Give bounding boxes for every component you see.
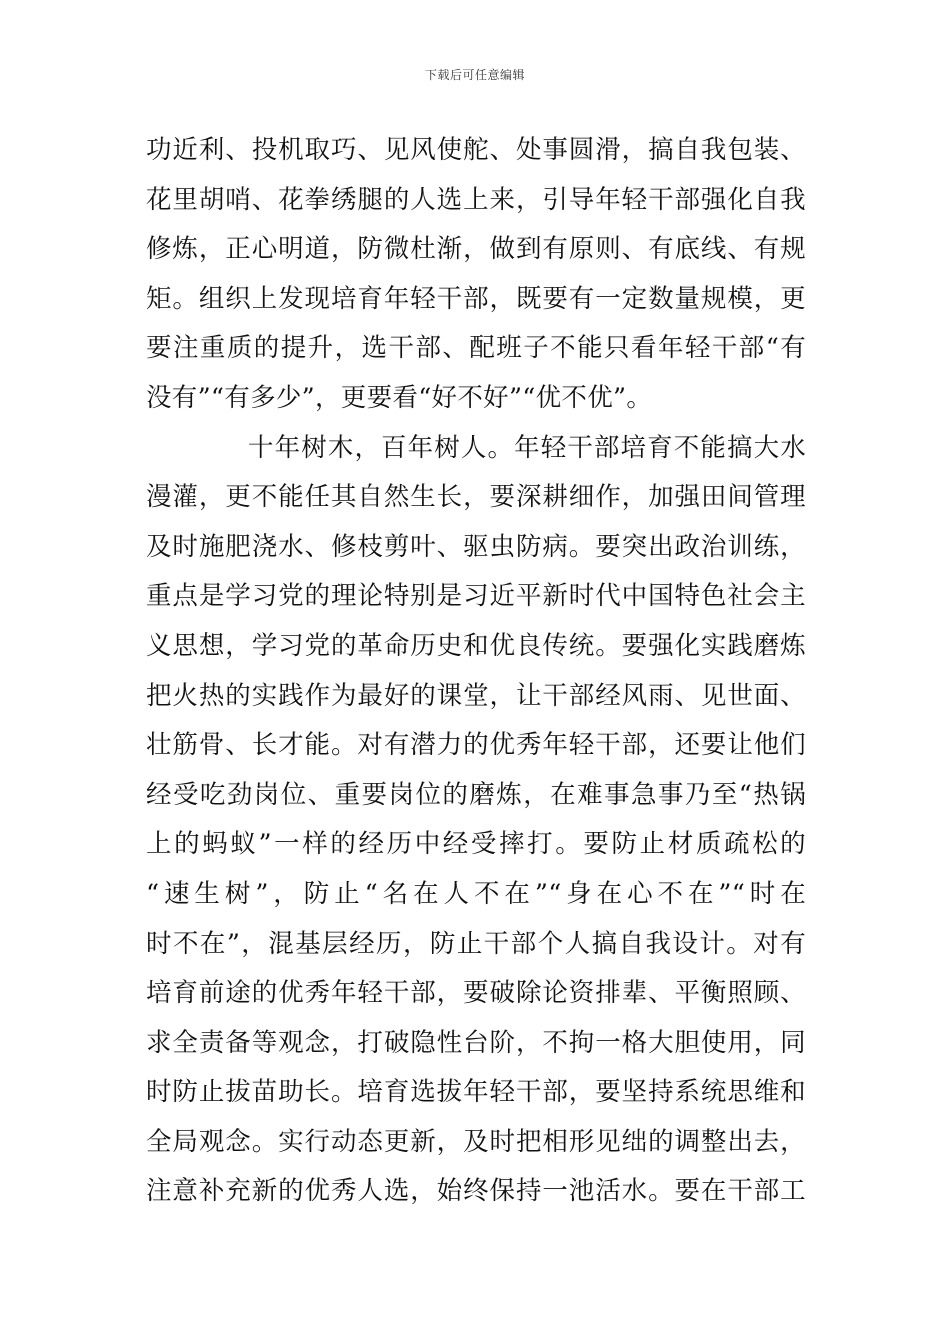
paragraph-2 [146, 424, 806, 1218]
text-line: 没有”“有多少”，更要看“好不好”“优不优”。 [146, 382, 653, 413]
text-line: 重点是学习党的理论特别是习近平新时代中国特色社会主 [146, 581, 806, 612]
text-line: 壮筋骨、长才能。对有潜力的优秀年轻干部，还要让他们 [146, 730, 806, 761]
text-line: “速生树”，防止“名在人不在”“身在心不在”“时在 [146, 878, 806, 909]
paragraph-1 [146, 126, 806, 424]
text-line: 培育前途的优秀年轻干部，要破除论资排辈、平衡照顾、 [146, 978, 806, 1009]
text-line: 漫灌，更不能任其自然生长，要深耕细作，加强田间管理 [146, 482, 806, 513]
text-line: 功近利、投机取巧、见风使舵、处事圆滑，搞自我包装、 [146, 135, 806, 165]
text-line: 上的蚂蚁”一样的经历中经受摔打。要防止材质疏松的 [146, 829, 806, 860]
text-line: 十年树木，百年树人。年轻干部培育不能搞大水 [248, 432, 806, 463]
text-line: 求全责备等观念，打破隐性台阶，不拘一格大胆使用，同 [146, 1027, 806, 1058]
text-line: 时不在”，混基层经历，防止干部个人搞自我设计。对有 [146, 928, 806, 959]
text-line: 时防止拔苗助长。培育选拔年轻干部，要坚持系统思维和 [146, 1077, 806, 1108]
text-line: 义思想，学习党的革命历史和优良传统。要强化实践磨炼 [146, 630, 806, 661]
text-line: 经受吃劲岗位、重要岗位的磨炼，在难事急事乃至“热锅 [146, 779, 806, 810]
text-line: 修炼，正心明道，防微杜渐，做到有原则、有底线、有规 [146, 234, 806, 265]
page-header: 下载后可任意编辑 [424, 68, 525, 82]
text-line: 全局观念。实行动态更新，及时把相形见绌的调整出去， [146, 1126, 806, 1157]
text-line: 要注重质的提升，选干部、配班子不能只看年轻干部“有 [146, 333, 806, 364]
text-line: 及时施肥浇水、修枝剪叶、驱虫防病。要突出政治训练， [146, 531, 806, 562]
text-line: 把火热的实践作为最好的课堂，让干部经风雨、见世面、 [146, 680, 806, 711]
document-body [146, 126, 806, 1217]
text-line: 花里胡哨、花拳绣腿的人选上来，引导年轻干部强化自我 [146, 184, 806, 215]
text-line: 注意补充新的优秀人选，始终保持一池活水。要在干部工 [146, 1176, 806, 1207]
text-line: 矩。组织上发现培育年轻干部，既要有一定数量规模，更 [146, 283, 806, 314]
